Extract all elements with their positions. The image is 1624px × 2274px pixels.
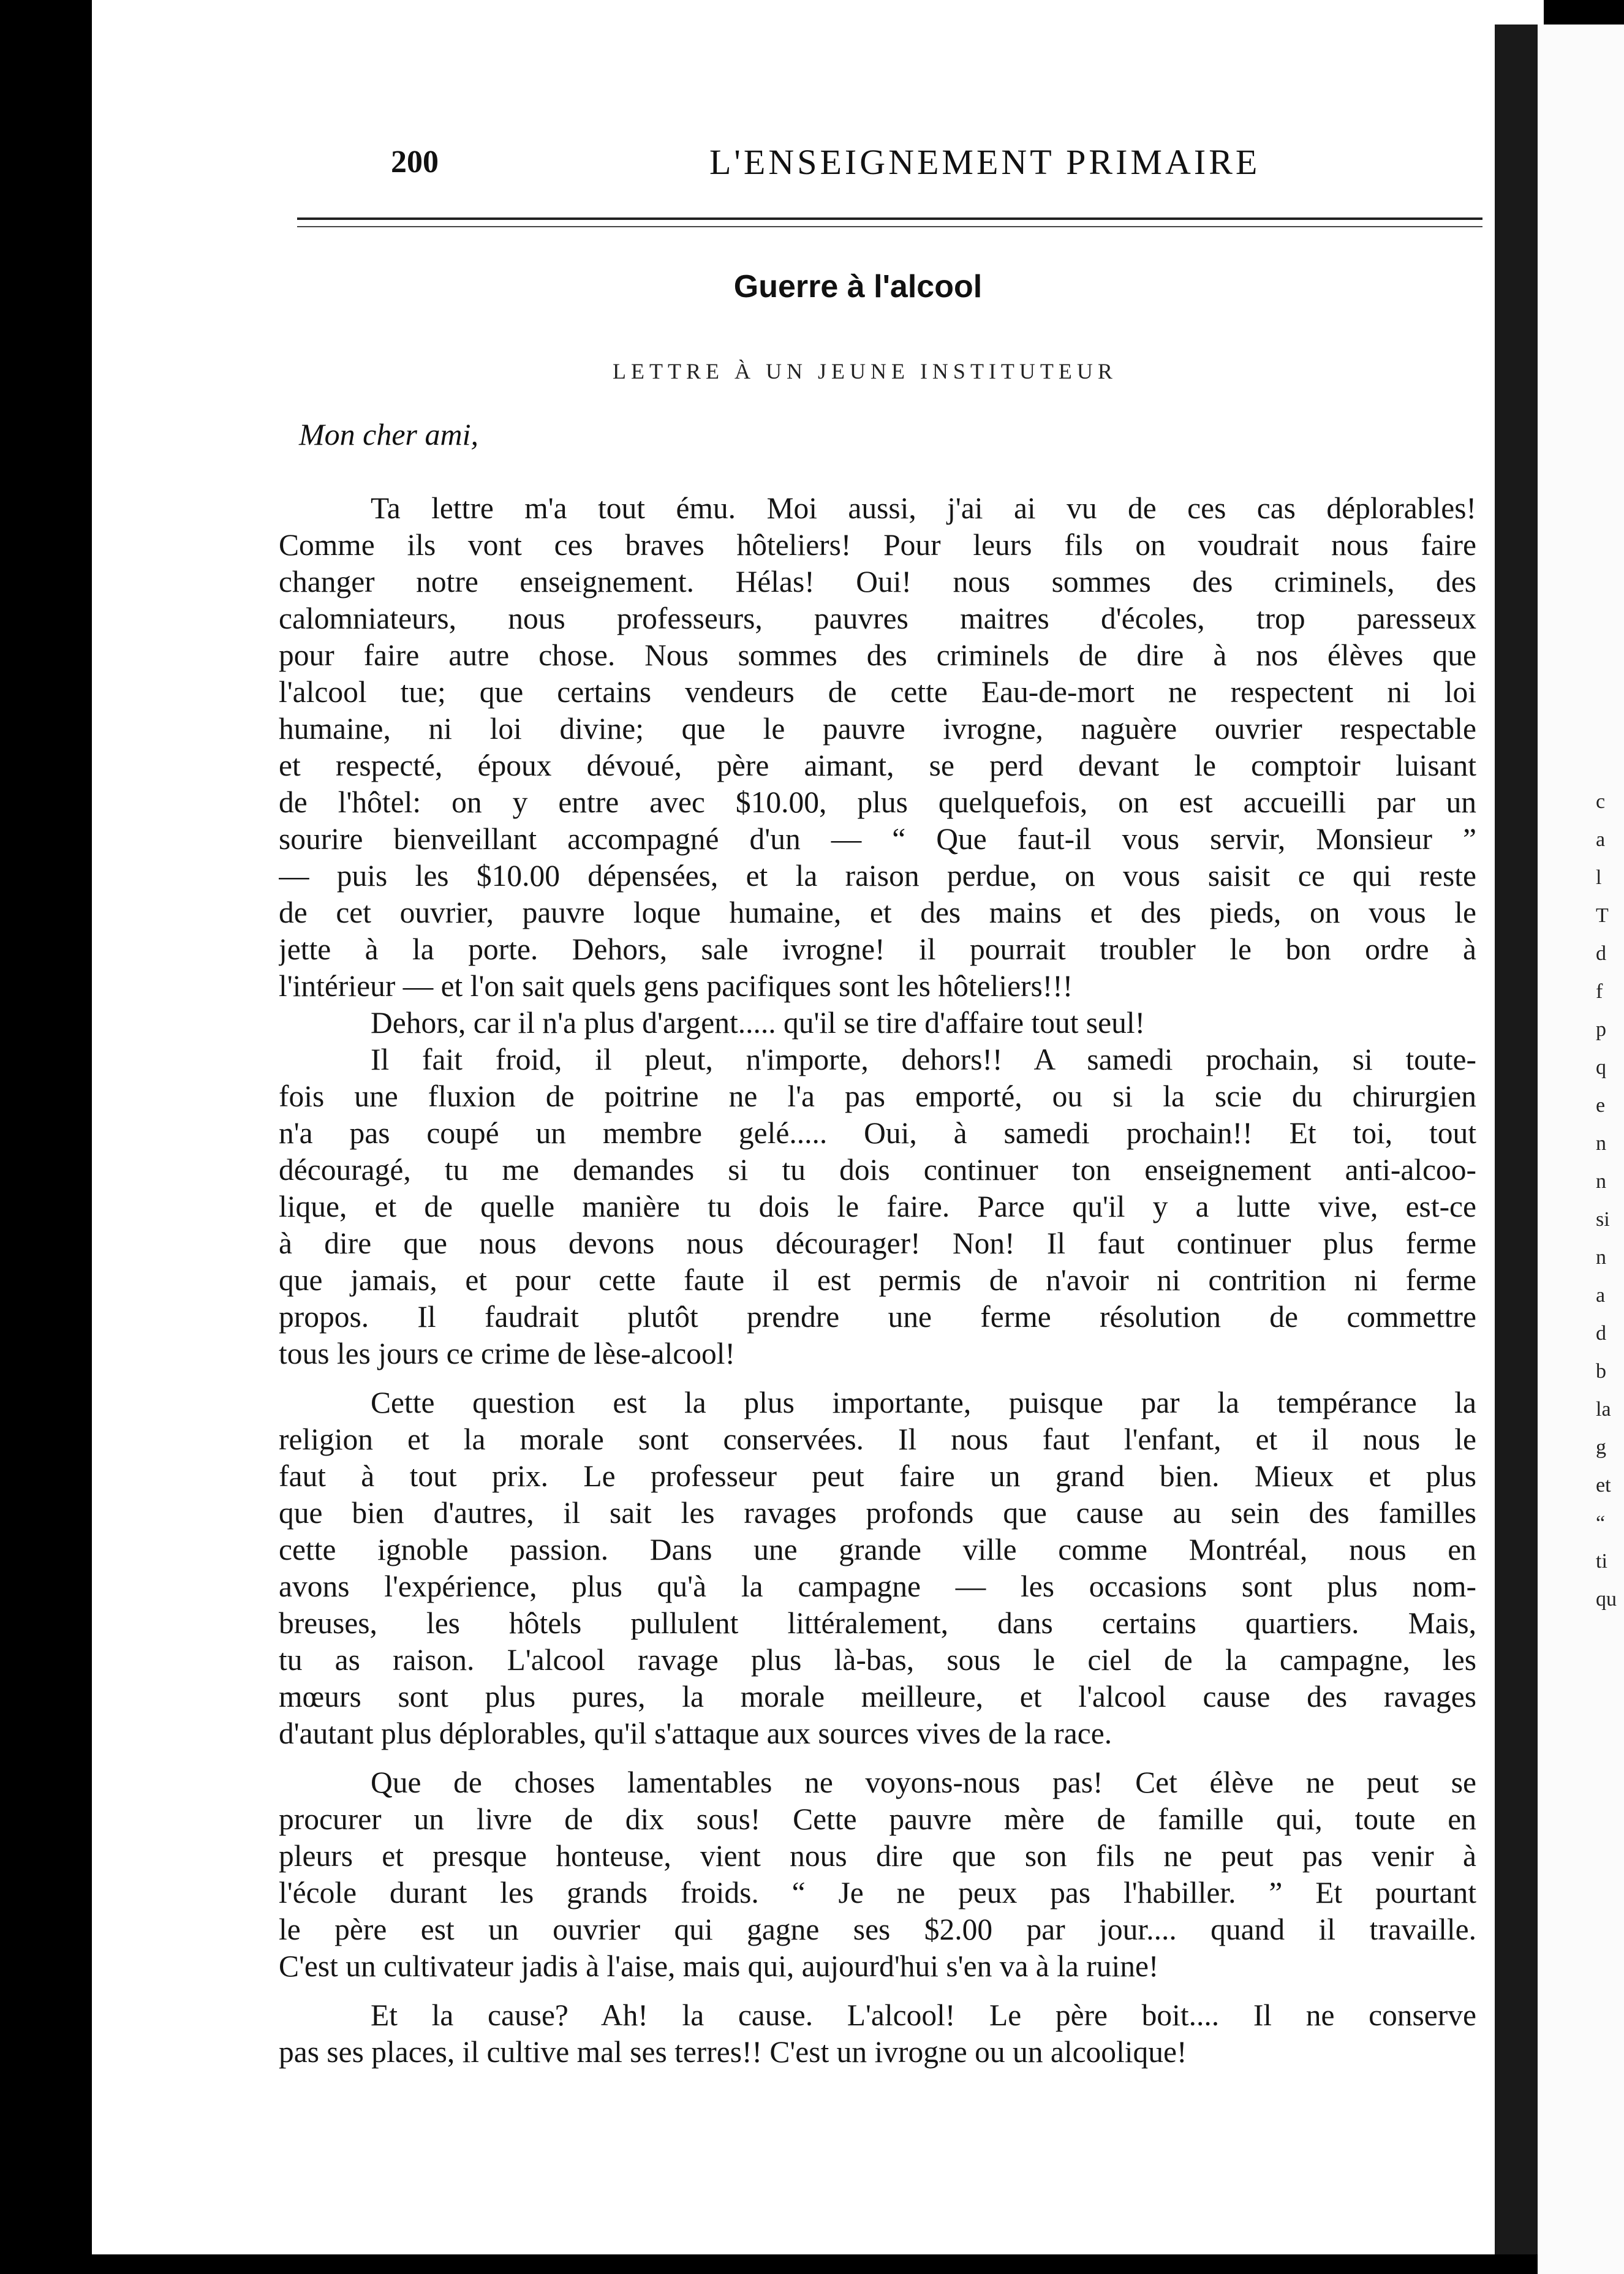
running-title: L'ENSEIGNEMENT PRIMAIRE xyxy=(709,142,1261,182)
facing-page-fragment: d xyxy=(1596,942,1606,965)
facing-page-fragment: ti xyxy=(1596,1550,1607,1573)
text-line: tu as raison. L'alcool ravage plus là-bas, sous le ciel de la campagne, les xyxy=(279,1643,1476,1677)
text-line: Comme ils vont ces braves hôteliers! Pour leurs fils on voudrait nous faire xyxy=(279,528,1476,562)
header-rule-thin xyxy=(297,226,1482,227)
facing-page-fragment: n xyxy=(1596,1132,1606,1155)
facing-page-fragment: g xyxy=(1596,1436,1606,1459)
text-line: Dehors, car il n'a plus d'argent..... qu'il se tire d'affaire tout seul! xyxy=(371,1006,1146,1040)
text-line: d'autant plus déplorables, qu'il s'attaque aux sources vives de la race. xyxy=(279,1717,1112,1750)
text-line: jette à la porte. Dehors, sale ivrogne! il pourrait troubler le bon ordre à xyxy=(279,932,1476,966)
facing-page-fragment: et xyxy=(1596,1474,1611,1497)
text-line: mœurs sont plus pures, la morale meilleure, et l'alcool cause des ravages xyxy=(279,1680,1476,1713)
text-line: pour faire autre chose. Nous sommes des criminels de dire à nos élèves que xyxy=(279,638,1476,672)
text-line: l'école durant les grands froids. “ Je ne peux pas l'habiller. ” Et pourtant xyxy=(279,1876,1476,1909)
text-line: fois une fluxion de poitrine ne l'a pas emporté, ou si la scie du chirurgien xyxy=(279,1079,1476,1113)
article-title: Guerre à l'alcool xyxy=(733,269,983,304)
text-line: à dire que nous devons nous décourager! Non! Il faut continuer plus ferme xyxy=(279,1226,1476,1260)
article-body xyxy=(279,490,1476,2071)
text-line: religion et la morale sont conservées. Il nous faut l'enfant, et il nous le xyxy=(279,1422,1476,1456)
facing-page-fragment: d xyxy=(1596,1322,1606,1345)
facing-page-fragment: n xyxy=(1596,1170,1606,1193)
text-line: humaine, ni loi divine; que le pauvre ivrogne, naguère ouvrier respectable xyxy=(279,712,1476,746)
text-line: faut à tout prix. Le professeur peut faire un grand bien. Mieux et plus xyxy=(279,1459,1476,1493)
text-line: breuses, les hôtels pullulent littéralement, dans certains quartiers. Mais, xyxy=(279,1606,1476,1640)
facing-page-fragment: “ xyxy=(1596,1512,1606,1535)
page-header xyxy=(391,144,1544,187)
text-line: que bien d'autres, il sait les ravages profonds que cause au sein des familles xyxy=(279,1496,1476,1530)
text-line: l'intérieur — et l'on sait quels gens pacifiques sont les hôteliers!!! xyxy=(279,969,1073,1003)
text-line: Il fait froid, il pleut, n'importe, dehors!! A samedi prochain, si toute- xyxy=(371,1043,1476,1076)
text-line: avons l'expérience, plus qu'à la campagne — les occasions sont plus nom- xyxy=(279,1570,1476,1603)
facing-page-fragment: e xyxy=(1596,1094,1606,1117)
text-line: l'alcool tue; que certains vendeurs de cette Eau-de-mort ne respectent ni loi xyxy=(279,675,1476,709)
text-line: le père est un ouvrier qui gagne ses $2.00 par jour.... quand il travaille. xyxy=(279,1913,1476,1946)
facing-page-fragment: q xyxy=(1596,1056,1606,1079)
article-subtitle: LETTRE À UN JEUNE INSTITUTEUR xyxy=(613,359,1117,383)
text-line: pas ses places, il cultive mal ses terres!! C'est un ivrogne ou un alcoolique! xyxy=(279,2035,1187,2069)
article-paragraph xyxy=(279,1384,1476,1752)
text-line: Ta lettre m'a tout ému. Moi aussi, j'ai ai vu de ces cas déplorables! xyxy=(371,491,1476,525)
text-line: découragé, tu me demandes si tu dois continuer ton enseignement anti-alcoo- xyxy=(279,1153,1476,1187)
text-line: Que de choses lamentables ne voyons-nous pas! Cet élève ne peut se xyxy=(371,1766,1476,1799)
article-paragraph xyxy=(279,1764,1476,1985)
text-line: calomniateurs, nous professeurs, pauvres maitres d'écoles, trop paresseux xyxy=(279,602,1476,635)
text-line: lique, et de quelle manière tu dois le faire. Parce qu'il y a lutte vive, est-ce xyxy=(279,1190,1476,1223)
text-line: pleurs et presque honteuse, vient nous dire que son fils ne peut pas venir à xyxy=(279,1839,1476,1873)
text-line: sourire bienveillant accompagné d'un — “ Que faut-il vous servir, Monsieur ” xyxy=(279,822,1476,856)
text-line: de l'hôtel: on y entre avec $10.00, plus quelquefois, on est accueilli par un xyxy=(279,785,1476,819)
article-paragraph xyxy=(279,1997,1476,2071)
page-number: 200 xyxy=(391,145,439,179)
text-line: propos. Il faudrait plutôt prendre une ferme résolution de commettre xyxy=(279,1300,1476,1334)
text-line: de cet ouvrier, pauvre loque humaine, et des mains et des pieds, on vous le xyxy=(279,896,1476,929)
facing-page-fragment: qu xyxy=(1596,1588,1617,1611)
facing-page-fragment: c xyxy=(1596,790,1606,813)
text-line: procurer un livre de dix sous! Cette pauvre mère de famille qui, toute en xyxy=(279,1802,1476,1836)
article-paragraph xyxy=(279,1041,1476,1372)
book-gutter xyxy=(1495,25,1538,2254)
text-line: tous les jours ce crime de lèse-alcool! xyxy=(279,1337,735,1370)
facing-page-fragment: a xyxy=(1596,1284,1606,1307)
facing-page-fragment: T xyxy=(1596,904,1609,927)
facing-page-edge xyxy=(1538,25,1624,2274)
facing-page-fragment: p xyxy=(1596,1018,1606,1041)
article-paragraph xyxy=(279,490,1476,1005)
text-line: Cette question est la plus importante, puisque par la tempérance la xyxy=(371,1386,1476,1419)
article-paragraph xyxy=(279,1005,1476,1041)
facing-page-fragment: l xyxy=(1596,866,1602,889)
facing-page-fragment: n xyxy=(1596,1246,1606,1269)
text-line: et respecté, époux dévoué, père aimant, se perd devant le comptoir luisant xyxy=(279,749,1476,782)
text-line: n'a pas coupé un membre gelé..... Oui, à samedi prochain!! Et toi, tout xyxy=(279,1116,1476,1150)
text-line: cette ignoble passion. Dans une grande ville comme Montréal, nous en xyxy=(279,1533,1476,1566)
text-line: — puis les $10.00 dépensées, et la raison perdue, on vous saisit ce qui reste xyxy=(279,859,1476,893)
text-line: changer notre enseignement. Hélas! Oui! nous sommes des criminels, des xyxy=(279,565,1476,599)
text-line: C'est un cultivateur jadis à l'aise, mais qui, aujourd'hui s'en va à la ruine! xyxy=(279,1949,1159,1983)
facing-page-fragment: a xyxy=(1596,828,1606,851)
facing-page-fragment: si xyxy=(1596,1208,1610,1231)
header-rule xyxy=(297,217,1482,220)
text-line: Et la cause? Ah! la cause. L'alcool! Le père boit.... Il ne conserve xyxy=(371,1998,1476,2032)
facing-page-fragment: b xyxy=(1596,1360,1606,1383)
text-line: que jamais, et pour cette faute il est permis de n'avoir ni contrition ni ferme xyxy=(279,1263,1476,1297)
facing-page-fragment: f xyxy=(1596,980,1603,1003)
salutation: Mon cher ami, xyxy=(299,417,478,451)
facing-page-fragment: la xyxy=(1596,1398,1611,1421)
